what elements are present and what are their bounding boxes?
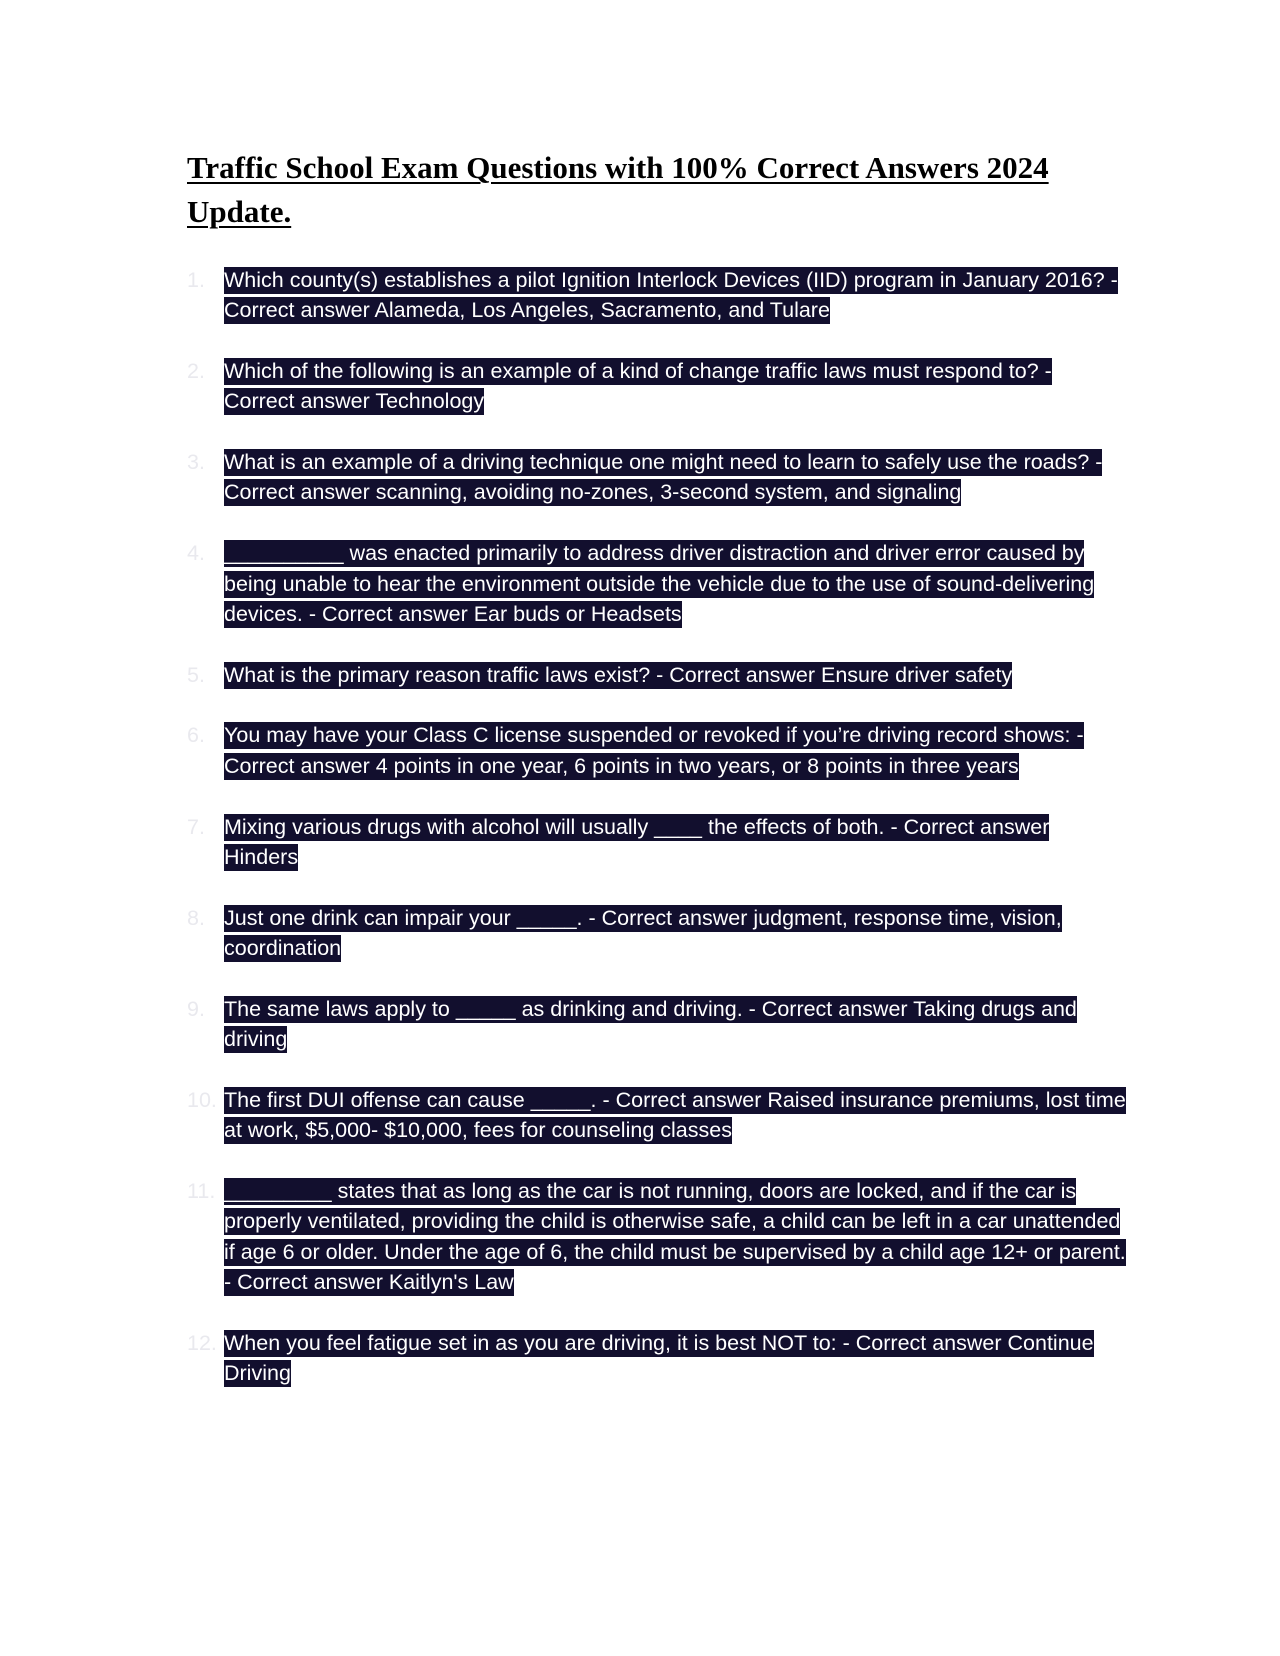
question-answer-text: The same laws apply to _____ as drinking and driving. - Correct answer Taking drugs and driving (224, 996, 1077, 1052)
question-answer-text: Which of the following is an example of a kind of change traffic laws must respond to? - Correct answer Technology (224, 359, 1052, 414)
item-number: 1. (187, 268, 205, 292)
list-item (187, 1085, 1127, 1146)
document-title: Traffic School Exam Questions with 100% Correct Answers 2024 Update. (187, 150, 1049, 229)
list-item (187, 538, 1127, 629)
item-number: 4. (187, 541, 205, 566)
item-number: 2. (187, 359, 205, 384)
list-item (187, 265, 1127, 326)
question-list (187, 265, 1127, 1419)
item-number: 10. (187, 1087, 217, 1112)
list-item (187, 1328, 1127, 1389)
item-number: 6. (187, 723, 205, 748)
list-item (187, 903, 1127, 964)
item-number: 7. (187, 814, 205, 839)
question-answer-text: Just one drink can impair your _____. - Correct answer judgment, response time, vision, coordination (224, 905, 1062, 960)
question-answer-text: Mixing various drugs with alcohol will usually ____ the effects of both. - Correct answer Hinders (224, 814, 1050, 869)
list-item (187, 1176, 1127, 1297)
question-answer-text: When you feel fatigue set in as you are driving, it is best NOT to: - Correct answer Continue Driving (224, 1330, 1094, 1385)
list-item (187, 660, 1127, 690)
item-number: 9. (187, 996, 205, 1021)
question-answer-text: What is an example of a driving technique one might need to learn to safely use the roads? - Correct answer scanning, avoiding no-zones, 3-second system, and signaling (224, 450, 1103, 505)
list-item (187, 356, 1127, 417)
item-number: 5. (187, 662, 205, 687)
item-number: 11. (187, 1178, 216, 1203)
question-answer-text: _________ states that as long as the car is not running, doors are locked, and if the car is properly ventilated, providing the child is otherwise safe, a child can be left in a car unattended if age 6 or older. Under the age of 6, the child must be supervised by a child age 12+ or parent. - Correct answer Kaitlyn's Law (224, 1178, 1126, 1294)
list-item (187, 447, 1127, 508)
item-number: 3. (187, 450, 205, 475)
question-answer-text: __________ was enacted primarily to address driver distraction and driver error caused by being unable to hear the environment outside the vehicle due to the use of sound-delivering devices. - Correct answer Ear buds or Headsets (224, 541, 1095, 626)
list-item (187, 720, 1127, 781)
list-item (187, 994, 1127, 1055)
item-number: 8. (187, 905, 205, 930)
item-number: 12. (187, 1330, 217, 1355)
question-answer-text: Which county(s) establishes a pilot Ignition Interlock Devices (IID) program in January 2016? - Correct answer Alameda, Los Angeles, Sacramento, and Tulare (224, 268, 1118, 323)
question-answer-text: What is the primary reason traffic laws exist? - Correct answer Ensure driver safety (224, 662, 1013, 687)
question-answer-text: The first DUI offense can cause _____. - Correct answer Raised insurance premiums, lost time at work, $5,000- $10,000, fees for counseling classes (224, 1087, 1126, 1143)
list-item (187, 812, 1127, 873)
question-answer-text: You may have your Class C license suspended or revoked if you’re driving record shows: - Correct answer 4 points in one year, 6 points in two years, or 8 points in three years (224, 723, 1084, 778)
